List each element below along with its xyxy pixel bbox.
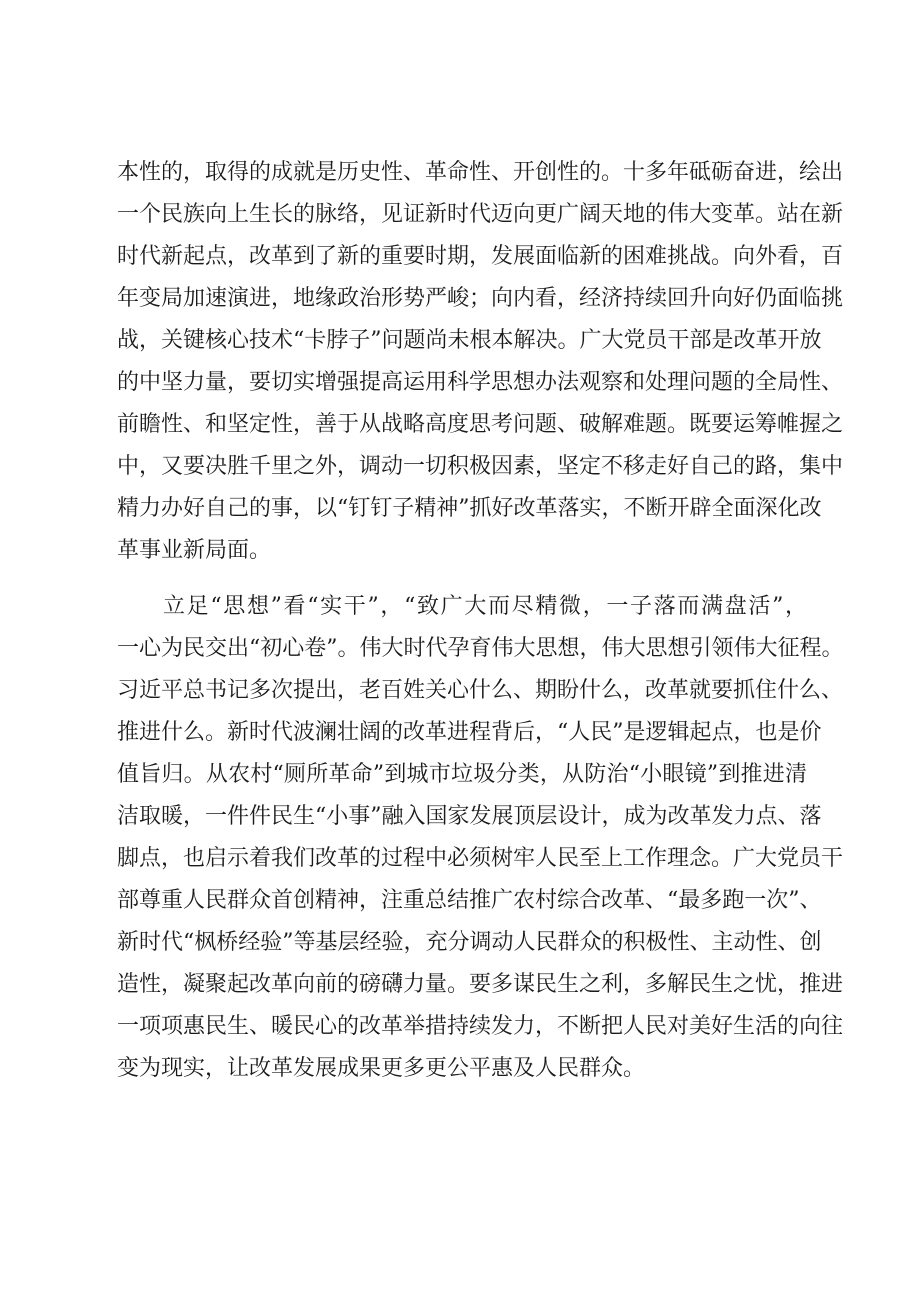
text-line: 精力办好自己的事，以“钉钉子精神”抓好改革落实，不断开辟全面深化改 [117,496,822,521]
text-line: 洁取暖，一件件民生“小事”融入国家发展顶层设计，成为改革发力点、落 [117,804,822,829]
text-line: 一个民族向上生长的脉络，见证新时代迈向更广阔天地的伟大变革。站在新 [117,202,844,227]
text-line: 革事业新局面。 [117,538,272,563]
paragraph-1 [117,152,844,572]
text-line: 值旨归。从农村“厕所革命”到城市垃圾分类，从防治“小眼镜”到推进清 [117,762,807,787]
text-line: 部尊重人民群众首创精神，注重总结推广农村综合改革、“最多跑一次”、 [117,888,822,913]
text-line: 推进什么。新时代波澜壮阔的改革进程背后，“人民”是逻辑起点，也是价 [117,720,822,745]
text-line: 习近平总书记多次提出，老百姓关心什么、期盼什么，改革就要抓住什么、 [117,678,844,703]
text-line: 变为现实，让改革发展成果更多更公平惠及人民群众。 [117,1056,646,1081]
text-line: 一项项惠民生、暖民心的改革举措持续发力，不断把人民对美好生活的向往 [117,1014,844,1039]
text-line: 中，又要决胜千里之外，调动一切积极因素，坚定不移走好自己的路，集中 [117,454,844,479]
text-line: 新时代“枫桥经验”等基层经验，充分调动人民群众的积极性、主动性、创 [117,930,822,955]
text-line: 战，关键核心技术“卡脖子”问题尚未根本解决。广大党员干部是改革开放 [117,328,822,353]
text-line: 本性的，取得的成就是历史性、革命性、开创性的。十多年砥砺奋进，绘出 [117,160,844,185]
text-line: 时代新起点，改革到了新的重要时期，发展面临新的困难挑战。向外看，百 [117,244,844,269]
document-body [117,152,844,1090]
text-line: 造性，凝聚起改革向前的磅礴力量。要多谋民生之利，多解民生之忧，推进 [117,972,844,997]
text-line: 的中坚力量，要切实增强提高运用科学思想办法观察和处理问题的全局性、 [117,370,844,395]
paragraph-2 [117,586,844,1090]
paragraph-spacer [117,572,807,586]
text-line: 脚点，也启示着我们改革的过程中必须树牢人民至上工作理念。广大党员干 [117,846,844,871]
text-line: 年变局加速演进，地缘政治形势严峻；向内看，经济持续回升向好仍面临挑 [117,286,844,311]
text-line: 一心为民交出“初心卷”。伟大时代孕育伟大思想，伟大思想引领伟大征程。 [117,636,844,661]
text-line: 立足“思想”看“实干”，“致广大而尽精微，一子落而满盘活”， [163,594,807,619]
text-line: 前瞻性、和坚定性，善于从战略高度思考问题、破解难题。既要运筹帷握之 [117,412,844,437]
